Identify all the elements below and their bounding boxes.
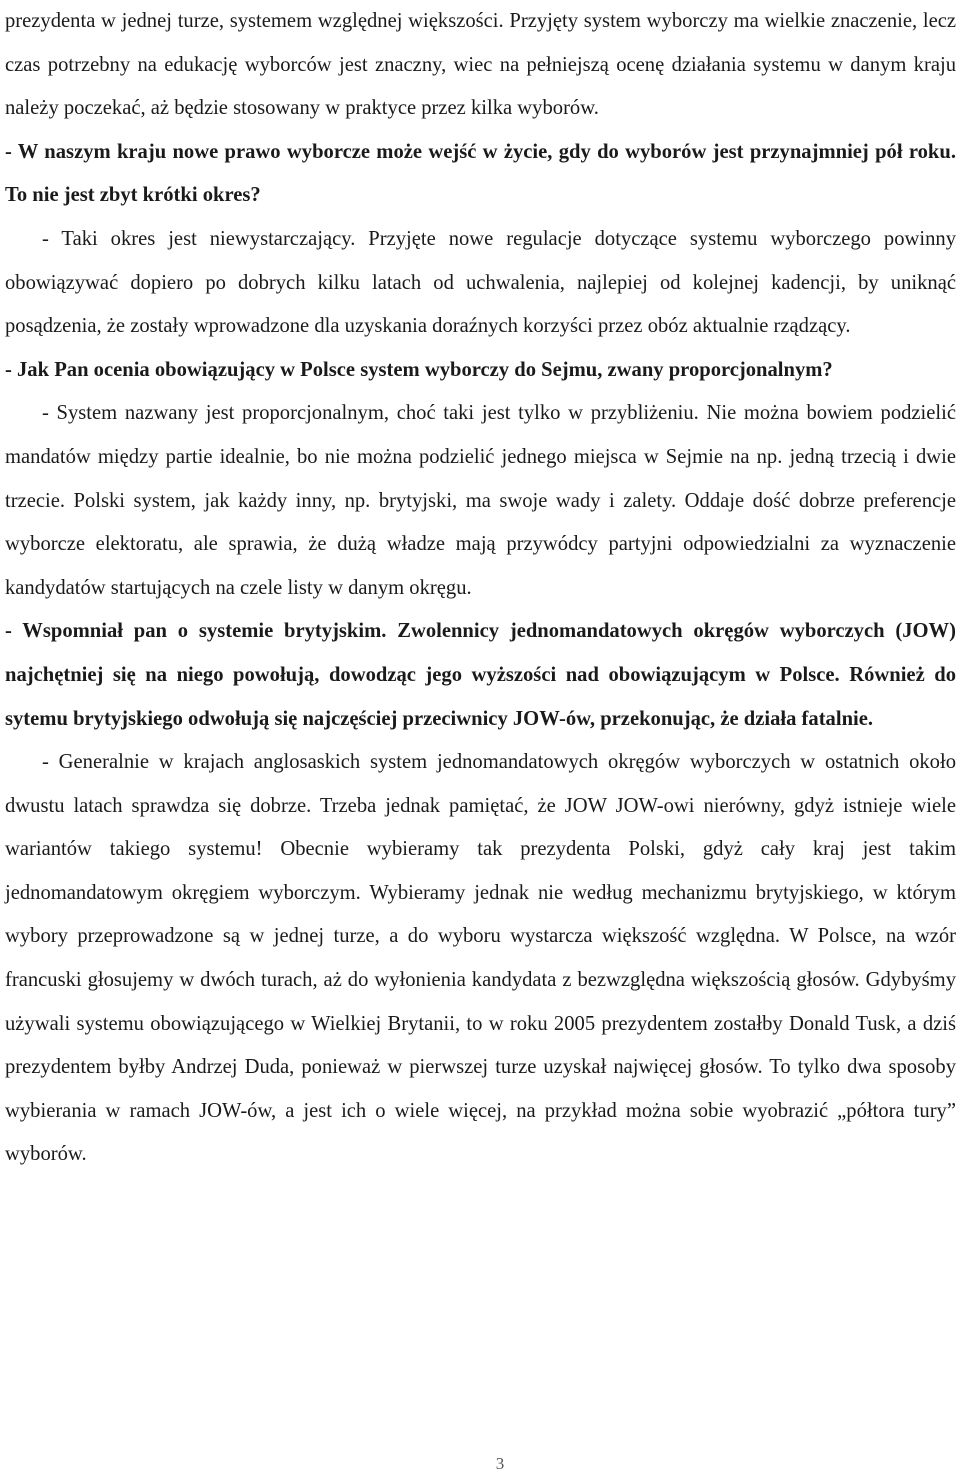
document-page [5, 0, 956, 1177]
paragraph-question: - W naszym kraju nowe prawo wyborcze może wejść w życie, gdy do wyborów jest przynajmniej pół roku. To nie jest zbyt krótki okres? [5, 140, 956, 207]
page-number: 3 [495, 1454, 505, 1473]
paragraph-answer-continuation: prezydenta w jednej turze, systemem względnej większości. Przyjęty system wyborczy ma wielkie znaczenie, lecz czas potrzebny na edukację wyborców jest znaczny, wiec na pełniejszą ocenę działania systemu w danym kraju należy poczekać, aż będzie stosowany w praktyce przez kilka wyborów. [5, 10, 956, 120]
paragraph-answer: - System nazwany jest proporcjonalnym, choć taki jest tylko w przybliżeniu. Nie można bowiem podzielić mandatów między partie idealnie, bo nie można podzielić jednego miejsca w Sejmie na np. jedną trzecią i dwie trzecie. Polski system, jak każdy inny, np. brytyjski, ma swoje wady i zalety. Oddaje dość dobrze preferencje wyborcze elektoratu, ale sprawia, że dużą władze mają przywódcy partyjni odpowiedzialni za wyznaczenie kandydatów startujących na czele listy w danym okręgu. [5, 402, 956, 599]
paragraph-question: - Jak Pan ocenia obowiązujący w Polsce system wyborczy do Sejmu, zwany proporcjonalnym? [5, 358, 833, 381]
paragraph-answer: - Generalnie w krajach anglosaskich system jednomandatowych okręgów wyborczych w ostatnich około dwustu latach sprawdza się dobrze. Trzeba jednak pamiętać, że JOW JOW-owi nierówny, gdyż istnieje wiele wariantów takiego systemu! Obecnie wybieramy tak prezydenta Polski, gdyż cały kraj jest takim jednomandatowym okręgiem wyborczym. Wybieramy jednak nie według mechanizmu brytyjskiego, w którym wybory przeprowadzone są w jednej turze, a do wyboru wystarcza większość względna. W Polsce, na wzór francuski głosujemy w dwóch turach, aż do wyłonienia kandydata z bezwzględna większością głosów. Gdybyśmy używali systemu obowiązującego w Wielkiej Brytanii, to w roku 2005 prezydentem zostałby Donald Tusk, a dziś prezydentem byłby Andrzej Duda, ponieważ w pierwszej turze uzyskał najwięcej głosów. To tylko dwa sposoby wybierania w ramach JOW-ów, a jest ich o wiele więcej, na przykład można sobie wyobrazić „półtora tury” wyborów. [5, 751, 956, 1166]
paragraph-question: - Wspomniał pan o systemie brytyjskim. Zwolennicy jednomandatowych okręgów wyborczych (JOW) najchętniej się na niego powołują, dowodząc jego wyższości nad obowiązującym w Polsce. Również do sytemu brytyjskiego odwołują się najczęściej przeciwnicy JOW-ów, przekonując, że działa fatalnie. [5, 620, 956, 730]
paragraph-answer: - Taki okres jest niewystarczający. Przyjęte nowe regulacje dotyczące systemu wyborczego powinny obowiązywać dopiero po dobrych kilku latach od uchwalenia, najlepiej od kolejnej kadencji, by uniknąć posądzenia, że zostały wprowadzone dla uzyskania doraźnych korzyści przez obóz aktualnie rządzący. [5, 227, 956, 338]
